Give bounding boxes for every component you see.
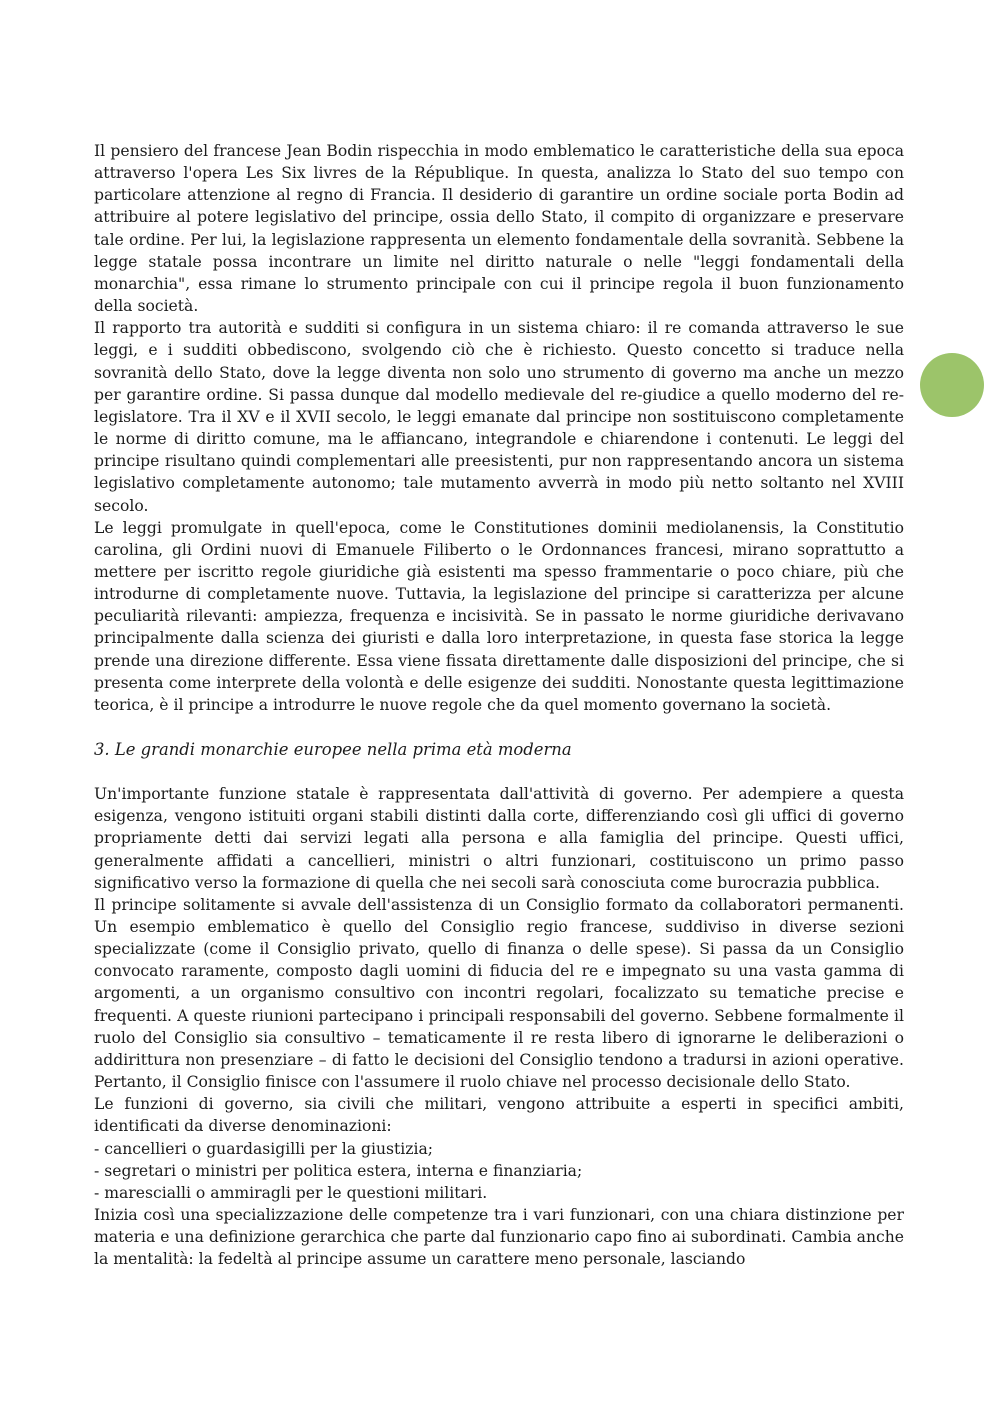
section-heading: 3. Le grandi monarchie europee nella prima età moderna bbox=[94, 740, 572, 760]
paragraph-consiglio: Il principe solitamente si avvale dell'assistenza di un Consiglio formato da collaboratori permanenti. Un esempio emblematico è quello del Consiglio regio francese, suddiviso in diverse sezioni specializzate (come il Consiglio privato, quello di finanza o delle spese). Si passa da un Consiglio convocato raramente, composto dagli uomini di fiducia del re e impegnato su una vasta gamma di argomenti, a un organismo consultivo con incontri regolari, focalizzato su tematiche precise e frequenti. A queste riunioni partecipano i principali responsabili del governo. Sebbene formalmente il ruolo del Consiglio sia consultivo – tematicamente il re resta libero di ignorarne le deliberazioni o addirittura non presenziare – di fatto le decisioni del Consiglio tendono a tradursi in azioni operative. Pertanto, il Consiglio finisce con l'assumere il ruolo chiave nel processo decisionale dello Stato. bbox=[94, 895, 904, 1092]
green-circle-marker bbox=[920, 353, 984, 417]
paragraph-leggi-promulgate: Le leggi promulgate in quell'epoca, come le Constitutiones dominii mediolanensis, la Constitutio carolina, gli Ordini nuovi di Emanuele Filiberto o le Ordonnances francesi, mirano soprattutto a mettere per iscritto regole giuridiche già esistenti ma spesso frammentarie o poco chiare, più che introdurne di completamente nuove. Tuttavia, la legislazione del principe si caratterizza per alcune peculiarità rilevanti: ampiezza, frequenza e incisività. Se in passato le norme giuridiche derivavano principalmente dalla scienza dei giuristi e dalla loro interpretazione, in questa fase storica la legge prende una direzione differente. Essa viene fissata direttamente dalle disposizioni del principe, che si presenta come interprete della volontà e delle esigenze dei sudditi. Nonostante questa legittimazione teorica, è il principe a introdurre le nuove regole che da quel momento governano la società. bbox=[94, 518, 904, 714]
list-item: - marescialli o ammiragli per le questioni militari. bbox=[94, 1183, 488, 1202]
paragraph-specializzazione: Inizia così una specializzazione delle competenze tra i vari funzionari, con una chiara distinzione per materia e una definizione gerarchica che parte dal funzionario capo fino ai subordinati. Cambia anche la mentalità: la fedeltà al principe assume un carattere meno personale, lasciando bbox=[94, 1206, 904, 1269]
paragraph-autorita-sudditi: Il rapporto tra autorità e sudditi si configura in un sistema chiaro: il re comanda attraverso le sue leggi, e i sudditi obbediscono, svolgendo ciò che è richiesto. Questo concetto si traduce nella sovranità dello Stato, dove la legge diventa non solo uno strumento di governo ma anche un mezzo per garantire ordine. Si passa dunque dal modello medievale del re-giudice a quello moderno del re-legislatore. Tra il XV e il XVII secolo, le leggi emanate dal principe non sostituiscono completamente le norme di diritto comune, ma le affiancano, integrandole e chiarendone i contenuti. Le leggi del principe risultano quindi complementari alle preesistenti, pur non rappresentando ancora un sistema legislativo completamente autonomo; tale mutamento avverrà in modo più netto soltanto nel XVIII secolo. bbox=[94, 319, 904, 515]
paragraph-funzioni-esperti: Le funzioni di governo, sia civili che militari, vengono attribuite a esperti in specifici ambiti, identificati da diverse denominazioni: bbox=[94, 1095, 904, 1136]
document-body bbox=[94, 140, 904, 1271]
paragraph-funzione-governo: Un'importante funzione statale è rappresentata dall'attività di governo. Per adempiere a questa esigenza, vengono istituiti organi stabili distinti dalla corte, differenziando così gli uffici di governo propriamente detti dai servizi legati alla persona e alla famiglia del principe. Questi uffici, generalmente affidati a cancellieri, ministri o altri funzionari, costituiscono un primo passo significativo verso la formazione di quella che nei secoli sarà conosciuta come burocrazia pubblica. bbox=[94, 785, 904, 892]
list-item: - segretari o ministri per politica estera, interna e finanziaria; bbox=[94, 1161, 583, 1180]
paragraph-bodin: Il pensiero del francese Jean Bodin rispecchia in modo emblematico le caratteristiche della sua epoca attraverso l'opera Les Six livres de la République. In questa, analizza lo Stato del suo tempo con particolare attenzione al regno di Francia. Il desiderio di garantire un ordine sociale porta Bodin ad attribuire al potere legislativo del principe, ossia dello Stato, il compito di organizzare e preservare tale ordine. Per lui, la legislazione rappresenta un elemento fondamentale della sovranità. Sebbene la legge statale possa incontrare un limite nel diritto naturale o nelle "leggi fondamentali della monarchia", essa rimane lo strumento principale con cui il principe regola il buon funzionamento della società. bbox=[94, 142, 904, 316]
spacer bbox=[94, 716, 904, 727]
functionaries-list bbox=[94, 1138, 904, 1204]
list-item: - cancellieri o guardasigilli per la giustizia; bbox=[94, 1139, 434, 1158]
